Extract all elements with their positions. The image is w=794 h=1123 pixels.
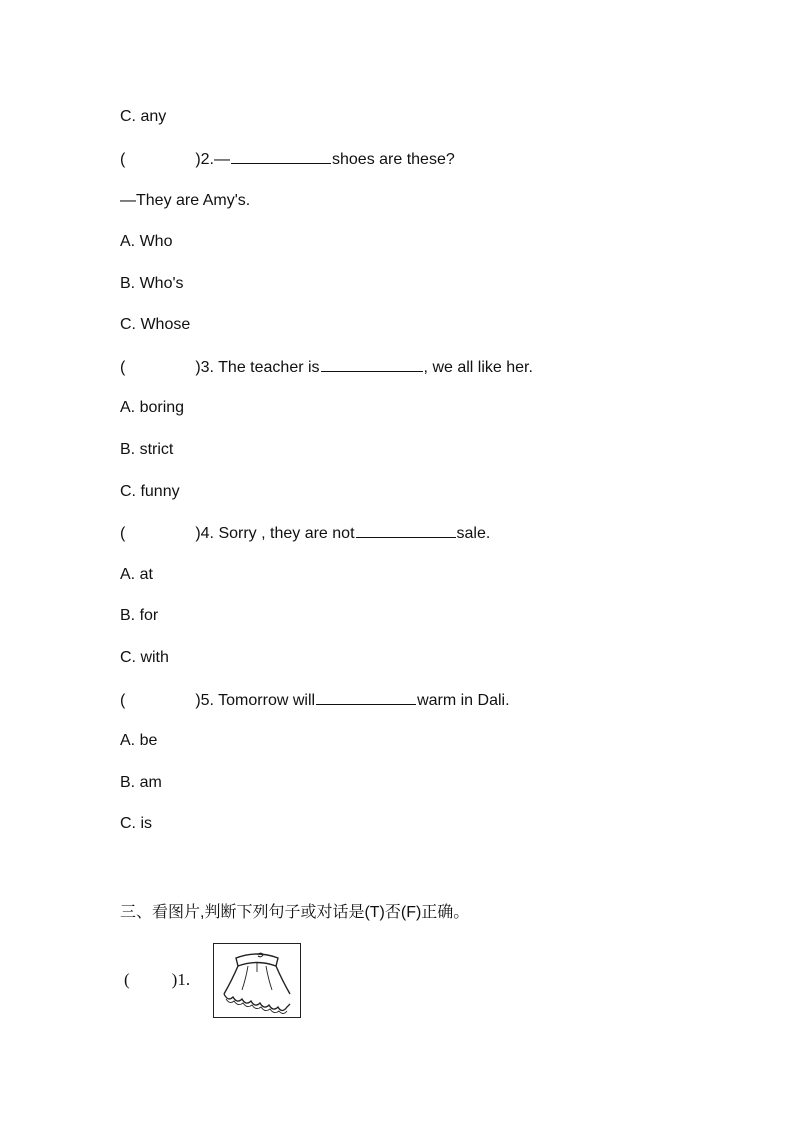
picture-question-1 (124, 970, 190, 990)
q5-option-a: A. be (120, 732, 158, 749)
q2-option-a: A. Who (120, 233, 173, 250)
q3-option-a: A. boring (120, 399, 185, 416)
q3-stem-before: )3. The teacher is (195, 359, 320, 376)
q4-option-c: C. with (120, 649, 169, 666)
fill-blank[interactable] (321, 357, 423, 372)
q2-option-b: B. Who's (120, 275, 184, 292)
q2-option-c: C. Whose (120, 316, 191, 333)
q4-stem-after: sale. (456, 525, 491, 542)
q4-stem-before: )4. Sorry , they are not (195, 525, 355, 542)
q3-stem (120, 357, 533, 378)
q2-stem-after: shoes are these? (332, 151, 455, 168)
q4-stem (120, 523, 490, 544)
answer-paren-open: ( (124, 970, 130, 989)
fill-blank[interactable] (316, 690, 416, 705)
skirt-picture-frame (213, 943, 301, 1018)
q2-stem (120, 149, 455, 170)
q3-stem-after: , we all like her. (423, 359, 533, 376)
q5-option-c: C. is (120, 815, 152, 832)
skirt-icon (214, 944, 300, 1017)
q2-stem-before: )2.— (195, 151, 230, 168)
q1-option-c: C. any (120, 108, 167, 125)
q4-option-b: B. for (120, 607, 159, 624)
q3-option-c: C. funny (120, 483, 180, 500)
q5-option-b: B. am (120, 774, 162, 791)
q5-stem-after: warm in Dali. (417, 692, 510, 709)
q3-option-b: B. strict (120, 441, 174, 458)
q2-answer-line: —They are Amy's. (120, 192, 251, 209)
answer-paren-open: ( (120, 359, 126, 376)
fill-blank[interactable] (356, 523, 456, 538)
section-3-title: 三、看图片,判断下列句子或对话是(T)否(F)正确。 (120, 904, 470, 921)
q5-stem (120, 690, 510, 711)
q5-stem-before: )5. Tomorrow will (195, 692, 316, 709)
fill-blank[interactable] (231, 149, 331, 164)
picture-question-label: )1. (171, 970, 191, 989)
q4-option-a: A. at (120, 566, 153, 583)
answer-paren-open: ( (120, 525, 126, 542)
answer-paren-open: ( (120, 692, 126, 709)
answer-paren-open: ( (120, 151, 126, 168)
